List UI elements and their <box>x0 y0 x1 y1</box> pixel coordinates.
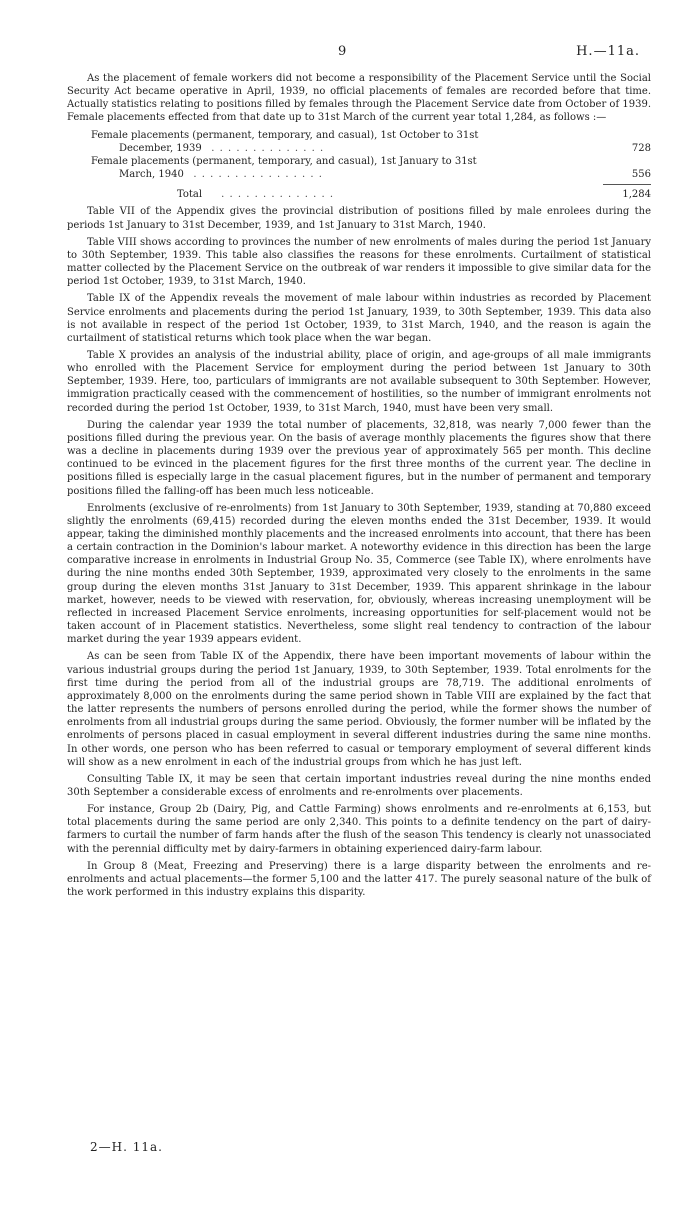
placement-item-value: 728 <box>631 142 651 154</box>
leader-dots: . . . . . . . . . . . . . . . . <box>193 169 323 181</box>
page-number: 9 <box>338 44 347 59</box>
placement-item <box>91 155 651 181</box>
placement-item-value: 556 <box>631 169 651 181</box>
placement-item <box>91 129 651 155</box>
placements-list <box>91 129 651 186</box>
sum-rule <box>603 184 651 185</box>
paragraph-enrolments: Enrolments (exclusive of re-enrolments) from 1st January to 30th September, 1939, standing at 70,880 exceed slightly the enrolments (69,415) recorded during the eleven months ended the 31st December, 1939. It would appear, taking the diminished monthly placements and the increased enrolments into account, that there has been a certain contraction in the Dominion's labour market. A noteworthy evidence in this direction has been the large comparative increase in enrolments in Industrial Group No. 35, Commerce (see Table IX), where enrolments have during the nine months ended 30th September, 1939, approximated very closely to the enrolments in the same group during the eleven months 31st January to 31st December, 1939. This apparent shrinkage in the labour market, however, needs to be viewed with reservation, for, obviously, whereas increasing unemployment will be reflected in increased Placement Service enrolments, increasing opportunities for self-placement would not be taken account of in Placement statistics. Nevertheless, some slight real tendency to contraction of the labour market during the year 1939 appears evident. <box>67 502 651 646</box>
paragraph-labour-movements: As can be seen from Table IX of the Appendix, there have been important movements of labour within the various industrial groups during the period 1st January, 1939, to 30th September, 1939. Total enrolments for the first time during the period from all of the industrial groups are 78,719. The additional enrolments of approximately 8,000 on the enrolments during the same period shown in Table VIII are explained by the fact that the latter represents the numbers of persons enrolled during the period, while the former shows the number of enrolments from all industrial groups during the same period. Obviously, the former number will be inflated by the enrolments of persons placed in casual employment in several different industries during the same nine months. In other words, one person who has been referred to casual or temporary employment of several different kinds will show as a new enrolment in each of the industrial groups from which he has just left. <box>67 651 651 768</box>
paragraph-consulting-table-ix: Consulting Table IX, it may be seen that certain important industries reveal during the nine months ended 30th September a considerable excess of enrolments and re-enrolments over placements. <box>67 773 651 798</box>
paragraph-table-x: Table X provides an analysis of the industrial ability, place of origin, and age-groups of all male immigrants who enrolled with the Placement Service for employment during the period between 1st January to 30th September, 1939. Here, too, particulars of immigrants are not available subsequent to 30th September. However, immigration practically ceased with the commencement of hostilities, so the number of immigrant enrolments not recorded during the period 1st October, 1939, to 31st March, 1940, must have been very small. <box>67 349 651 414</box>
total-label: Total <box>177 189 203 201</box>
paragraph-group-8: In Group 8 (Meat, Freezing and Preserving) there is a large disparity between the enrolments and re-enrolments and actual placements—the former 5,100 and the latter 417. The purely seasonal nature of the bulk of the work performed in this industry explains this disparity. <box>67 860 651 899</box>
paragraph-placements-1939: During the calendar year 1939 the total number of placements, 32,818, was nearly 7,000 fewer than the positions filled during the previous year. On the basis of average monthly placements the figures show that there was a decline in placements during 1939 over the previous year of approximately 565 per month. This decline continued to be evinced in the placement figures for the first three months of the current year. The decline in positions filled is especially large in the casual placement figures, but in the number of permanent and temporary positions filled the falling-off has been much less noticeable. <box>67 419 651 497</box>
paragraph-table-viii: Table VIII shows according to provinces the number of new enrolments of males during the period 1st January to 30th September, 1939. This table also classifies the reasons for these enrolments. Curtailment of statistical matter collected by the Placement Service on the outbreak of war renders it impossible to give similar data for the period 1st October, 1939, to 31st March, 1940. <box>67 236 651 288</box>
footer-signature-mark: 2—H. 11a. <box>90 1140 163 1154</box>
paragraph-female-placements: As the placement of female workers did not become a responsibility of the Placement Service until the Social Security Act became operative in April, 1939, no official placements of females are recorded before that time. Actually statistics relating to positions filled by females through the Placement Service date from October of 1939. Female placements effected from that date up to 31st March of the current year total 1,284, as follows :— <box>67 73 651 124</box>
placement-item-line2: March, 1940 <box>119 169 184 181</box>
paragraph-table-vii: Table VII of the Appendix gives the provincial distribution of positions filled by male enrolees during the periods 1st January to 31st December, 1939, and 1st January to 31st March, 1940. <box>67 206 651 231</box>
document-body <box>67 72 651 899</box>
placement-item-line1: Female placements (permanent, temporary, and casual), 1st October to 31st <box>91 129 479 141</box>
paragraph-table-ix: Table IX of the Appendix reveals the movement of male labour within industries as recorded by Placement Service enrolments and placements during the period 1st January, 1939, to 30th September, 1939. This data also is not available in respect of the period 1st October, 1939, to 31st March, 1940, and the reason is again the curtailment of statistical returns which took place when the war began. <box>67 293 651 344</box>
placement-item-line2: December, 1939 <box>119 142 202 154</box>
placements-total <box>177 188 651 201</box>
placement-item-line1: Female placements (permanent, temporary, and casual), 1st January to 31st <box>91 155 477 167</box>
leader-dots: . . . . . . . . . . . . . . <box>211 142 325 154</box>
leader-dots: . . . . . . . . . . . . . . <box>221 189 334 201</box>
document-reference: H.—11a. <box>576 44 640 59</box>
paragraph-group-2b: For instance, Group 2b (Dairy, Pig, and Cattle Farming) shows enrolments and re-enrolments at 6,153, but total placements during the same period are only 2,340. This points to a definite tendency on the part of dairy-farmers to curtail the number of farm hands after the flush of the season This tendency is clearly not unassociated with the perennial difficulty met by dairy-farmers in obtaining experienced dairy-farm labour. <box>67 804 651 855</box>
total-value: 1,284 <box>622 189 651 201</box>
page-header <box>0 44 700 62</box>
